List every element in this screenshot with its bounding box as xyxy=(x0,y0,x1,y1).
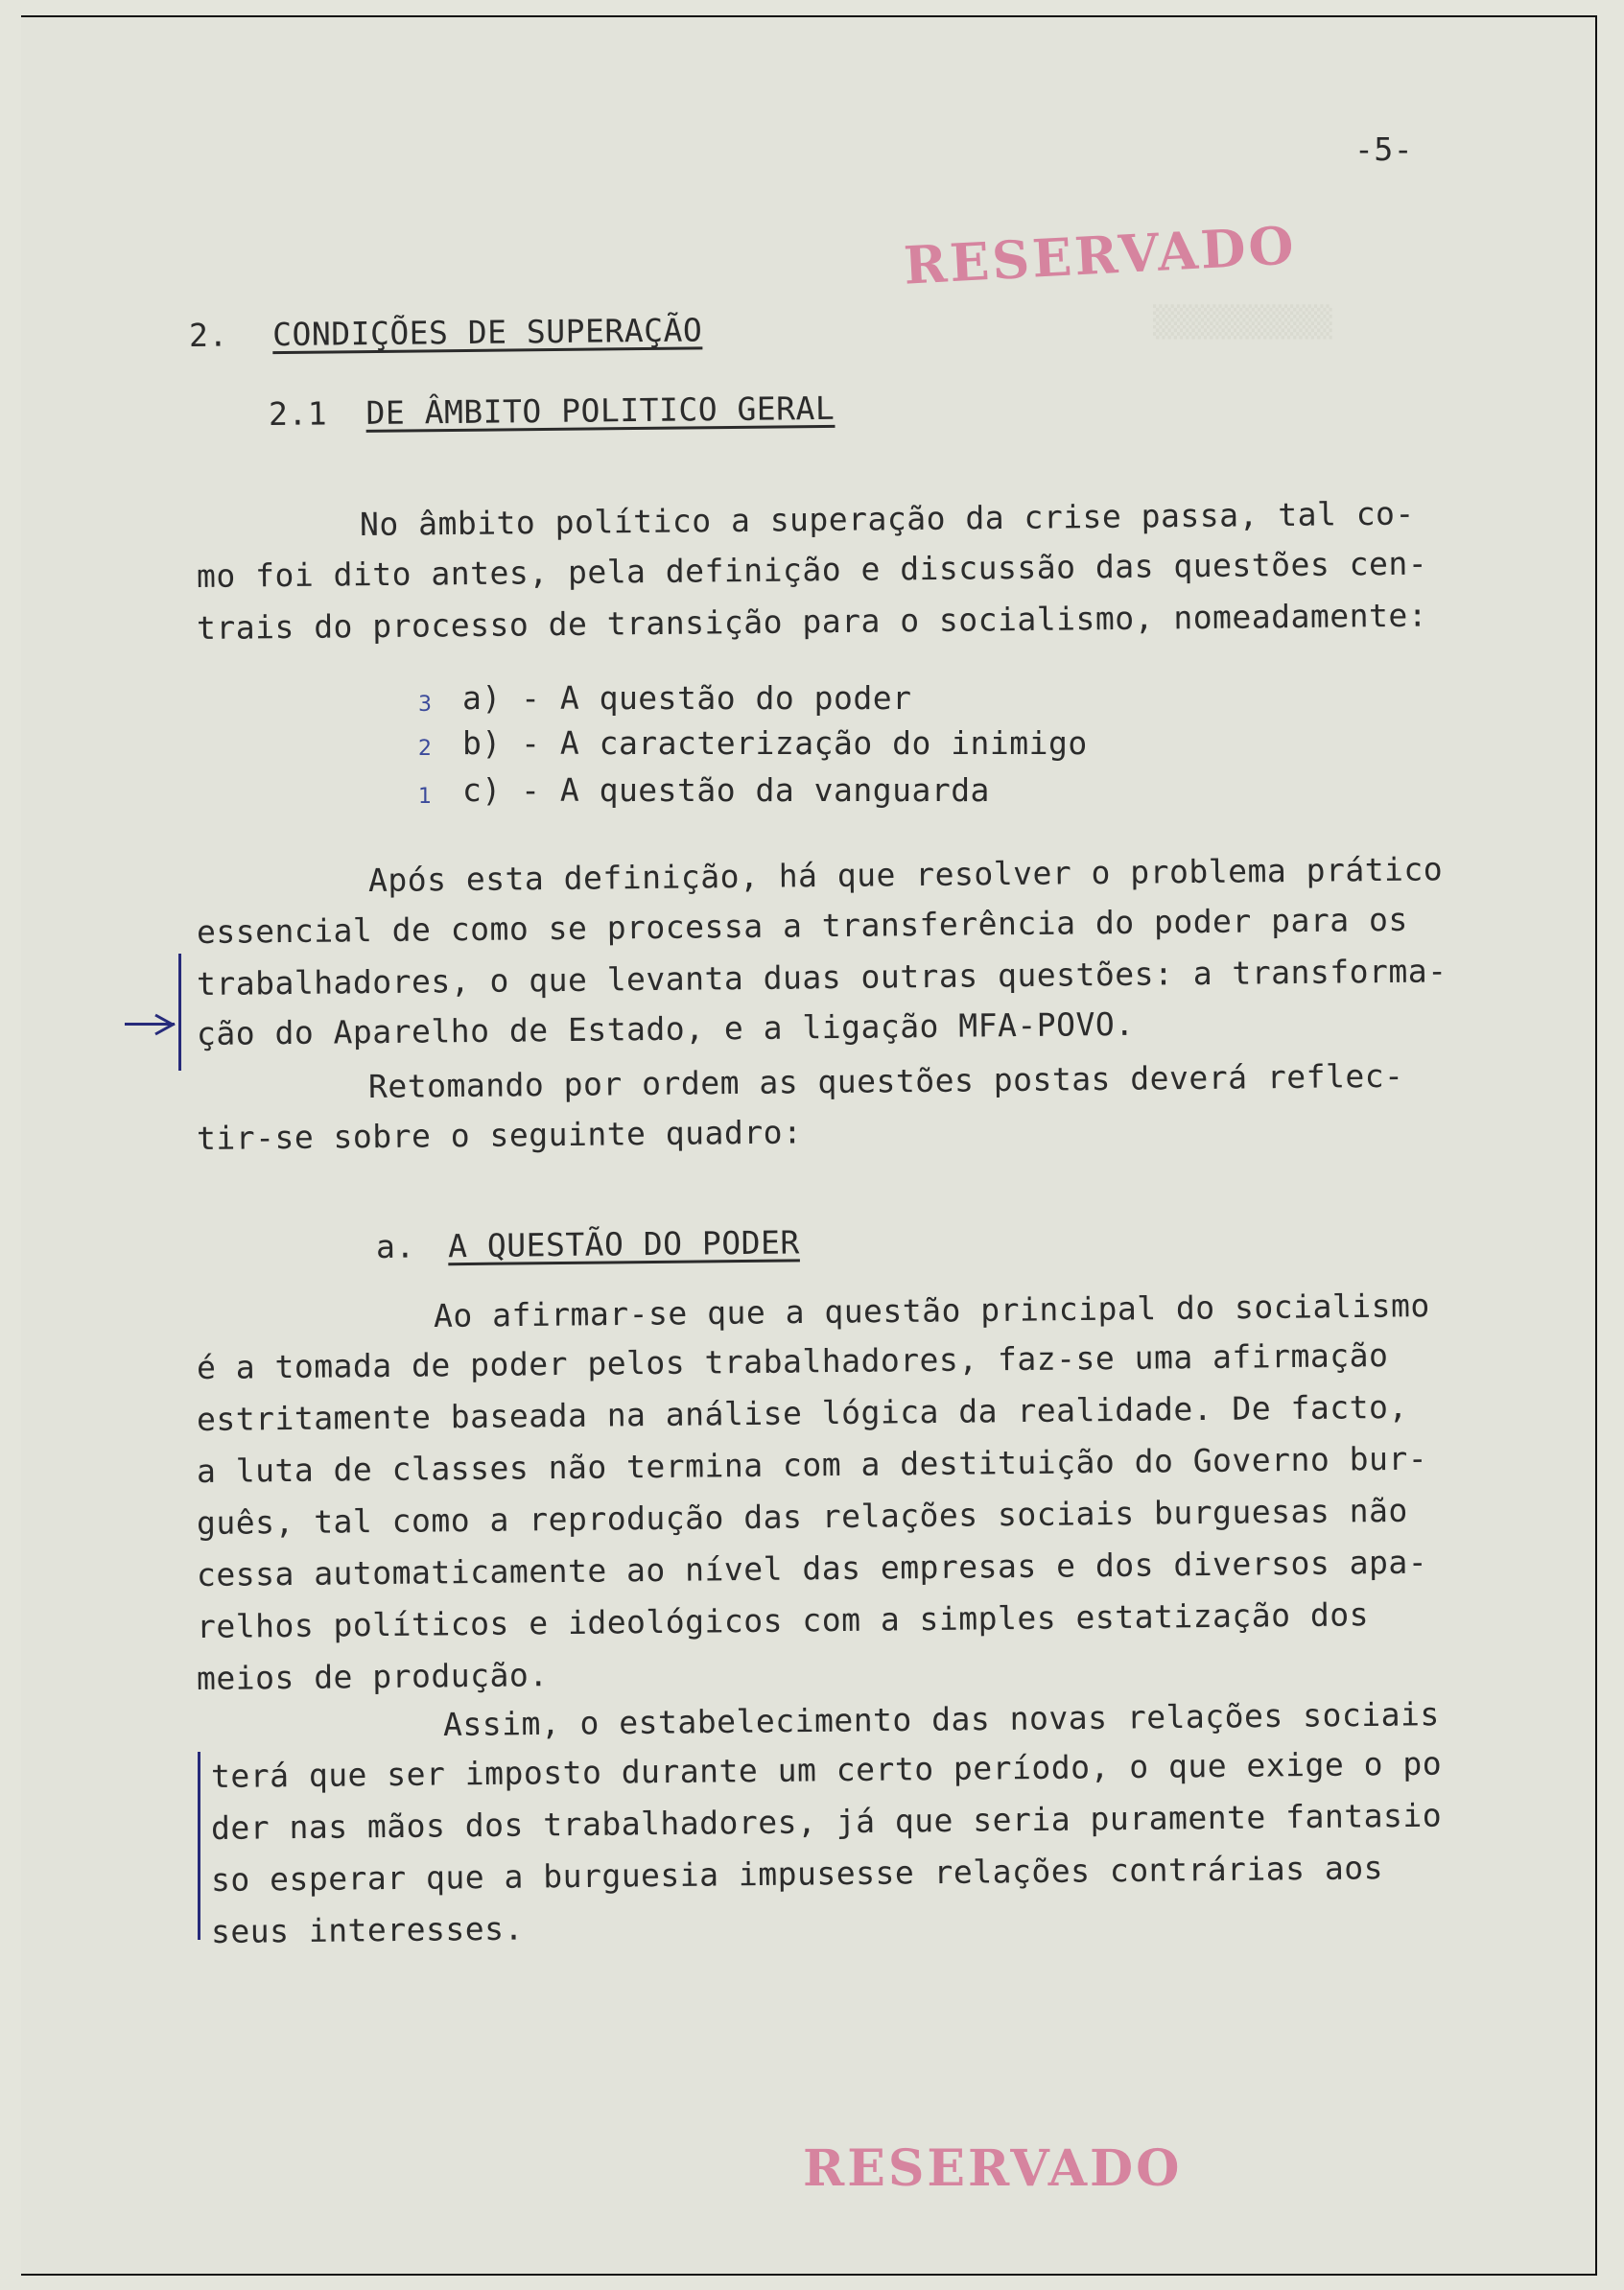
para4-line-7: relhos políticos e ideológicos com a simples estatização dos xyxy=(196,1595,1370,1645)
para4-line-4: a luta de classes não termina com a destituição do Governo bur- xyxy=(196,1439,1428,1490)
document-page xyxy=(21,15,1597,2276)
section-title: CONDIÇÕES DE SUPERAÇÃO xyxy=(271,311,703,354)
para5-line-3: der nas mãos dos trabalhadores, já que seria puramente fantasio xyxy=(210,1796,1443,1847)
para3-line-1: Retomando por ordem as questões postas deverá reflec- xyxy=(367,1056,1404,1105)
para2-line-1: Após esta definição, há que resolver o problema prático xyxy=(367,850,1444,899)
para5-line-4: so esperar que a burguesia impusesse relações contrárias aos xyxy=(210,1849,1384,1899)
para5-line-5: seus interesses. xyxy=(210,1909,525,1950)
para5-line-2: terá que ser imposto durante um certo período, o que exige o po xyxy=(210,1744,1443,1795)
show-through-text: ▒▒▒▒▒▒▒▒▒▒ xyxy=(1153,305,1332,340)
list-item-c: c) - A questão da vanguarda xyxy=(462,771,990,809)
intro-line-1: No âmbito político a superação da crise passa, tal co- xyxy=(359,494,1416,543)
para4-line-6: cessa automaticamente ao nível das empresas e dos diversos apa- xyxy=(196,1543,1428,1594)
hand-number-2: 2 xyxy=(418,737,432,761)
para2-line-4: ção do Aparelho de Estado, e a ligação MFA-POVO. xyxy=(196,1004,1135,1052)
para4-line-3: estritamente baseada na análise lógica da realidade. De facto, xyxy=(196,1387,1408,1438)
para4-line-5: guês, tal como a reprodução das relações sociais burguesas não xyxy=(196,1491,1408,1542)
para4-line-8: meios de produção. xyxy=(196,1656,549,1697)
subheading-title: A QUESTÃO DO PODER xyxy=(447,1223,800,1265)
page-number: -5- xyxy=(1354,130,1414,168)
para2-line-3: trabalhadores, o que levanta duas outras questões: a transforma- xyxy=(196,952,1447,1003)
reservado-stamp-top: RESERVADO xyxy=(902,214,1299,296)
intro-line-3: trais do processo de transição para o socialismo, nomeadamente: xyxy=(196,596,1428,647)
subheading-letter: a. xyxy=(375,1227,415,1265)
subsection-heading xyxy=(269,390,836,433)
list-item-a: a) - A questão do poder xyxy=(462,679,912,717)
subsection-title: DE ÂMBITO POLITICO GERAL xyxy=(365,389,836,432)
reservado-stamp-bottom: RESERVADO xyxy=(803,2139,1183,2198)
list-item-b: b) - A caracterização do inimigo xyxy=(462,724,1088,762)
para5-line-1: Assim, o estabelecimento das novas relações sociais xyxy=(442,1695,1440,1743)
para2-line-2: essencial de como se processa a transferência do poder para os xyxy=(196,900,1408,951)
intro-line-2: mo foi dito antes, pela definição e discussão das questões cen- xyxy=(196,544,1428,595)
hand-number-1: 1 xyxy=(418,785,432,809)
margin-bar-mark-2 xyxy=(198,1752,200,1940)
para3-line-2: tir-se sobre o seguinte quadro: xyxy=(196,1113,803,1157)
section-number: 2. xyxy=(188,316,228,354)
para4-line-1: Ao afirmar-se que a questão principal do socialismo xyxy=(433,1287,1430,1334)
margin-arrow-icon xyxy=(152,1013,177,1036)
hand-number-3: 3 xyxy=(418,693,432,717)
subsection-number: 2.1 xyxy=(268,394,328,433)
para4-line-2: é a tomada de poder pelos trabalhadores, faz-se uma afirmação xyxy=(196,1335,1389,1386)
margin-bar-mark xyxy=(178,954,181,1071)
section-heading xyxy=(189,311,703,354)
subheading-a xyxy=(376,1223,800,1265)
